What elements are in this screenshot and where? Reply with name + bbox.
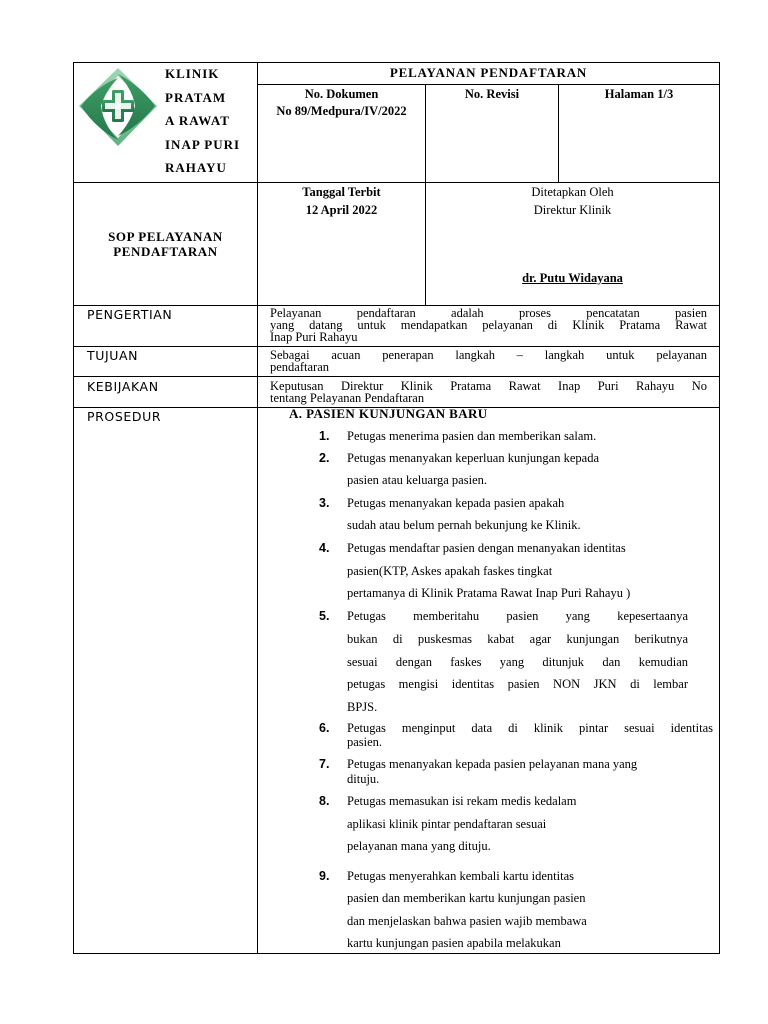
tujuan-label: TUJUAN (87, 348, 139, 363)
prosedur-label: PROSEDUR (87, 409, 162, 424)
ditetapkan-label: Ditetapkan Oleh (531, 185, 614, 199)
no-dokumen-label: No. Dokumen (304, 87, 379, 101)
step-line: pertamanya di Klinik Pratama Rawat Inap Puri Rahayu ) (347, 586, 631, 600)
step-line: Petugas menyerahkan kembali kartu identitas (347, 869, 575, 883)
step-line: pasien atau keluarga pasien. (347, 473, 487, 487)
sop-title-line: PENDAFTARAN (113, 244, 218, 259)
tujuan-line: pendaftaran (270, 360, 329, 374)
clinic-logo (77, 66, 159, 148)
step-line: Petugas memberitahu pasien yang kepesertaanya (347, 609, 688, 623)
tujuan-divider (73, 376, 720, 377)
step-number: 7. (319, 757, 330, 771)
kebijakan-line: Keputusan Direktur Klinik Pratama Rawat Inap Puri Rahayu No (270, 379, 707, 393)
document-title: PELAYANAN PENDAFTARAN (389, 65, 588, 80)
ditetapkan-role: Direktur Klinik (533, 203, 612, 217)
step-line: Petugas menanyakan kepada pasien pelayanan mana yang (347, 757, 638, 771)
step-line: pasien. (347, 735, 383, 749)
pengertian-line: yang datang untuk mendapatkan pelayanan di Klinik Pratama Rawat (270, 318, 707, 332)
signer-name: dr. Putu Widayana (522, 271, 623, 285)
tanggal-terbit-label: Tanggal Terbit (302, 185, 381, 199)
pengertian-line: Pelayanan pendaftaran adalah proses pencatatan pasien (270, 306, 707, 320)
step-number: 5. (319, 609, 330, 623)
no-revisi-label: No. Revisi (464, 87, 520, 101)
step-line: Petugas memasukan isi rekam medis kedalam (347, 794, 577, 808)
step-number: 4. (319, 541, 330, 555)
table-border-bottom (73, 953, 720, 954)
pengertian-divider (73, 346, 720, 347)
header-title-divider (257, 84, 720, 85)
clinic-name-line: A RAWAT (165, 113, 230, 128)
kebijakan-text (270, 380, 707, 404)
clinic-name-line: RAHAYU (165, 160, 227, 175)
kebijakan-label: KEBIJAKAN (87, 379, 159, 394)
pengertian-line: Inap Puri Rahayu (270, 330, 358, 344)
step-line: bukan di puskesmas kabat agar kunjungan berikutnya (347, 632, 688, 646)
step-line: dituju. (347, 772, 380, 786)
step-line: Petugas menginput data di klinik pintar sesuai identitas (347, 721, 713, 735)
step-line: aplikasi klinik pintar pendaftaran sesuai (347, 817, 547, 831)
tujuan-text (270, 349, 707, 373)
clinic-logo-graphic (77, 66, 159, 148)
step-number: 1. (319, 429, 330, 443)
step-line: Petugas menerima pasien dan memberikan salam. (347, 429, 597, 443)
step-number: 3. (319, 496, 330, 510)
sop-title-line: SOP PELAYANAN (108, 229, 223, 244)
step-line: BPJS. (347, 700, 378, 714)
step-line: pasien(KTP, Askes apakah faskes tingkat (347, 564, 553, 578)
step-line: kartu kunjungan pasien apabila melakukan (347, 936, 561, 950)
step-number: 2. (319, 451, 330, 465)
clinic-name-line: PRATAM (165, 89, 227, 105)
prosedur-heading: A. PASIEN KUNJUNGAN BARU (289, 406, 488, 421)
step-line: Petugas mendaftar pasien dengan menanyakan identitas (347, 541, 626, 555)
clinic-name-line: INAP PURI (165, 136, 241, 152)
step-line: dan menjelaskan bahwa pasien wajib membawa (347, 914, 587, 928)
header-row-divider (73, 182, 720, 183)
table-border-left (73, 62, 74, 954)
kebijakan-line: tentang Pelayanan Pendaftaran (270, 391, 425, 405)
pengertian-text (270, 307, 707, 343)
step-line: Petugas menanyakan kepada pasien apakah (347, 496, 565, 510)
step-line: sudah atau belum pernah bekunjung ke Klinik. (347, 518, 581, 532)
step-line: sesuai dengan faskes yang ditunjuk dan kemudian (347, 655, 688, 669)
table-border-right (719, 62, 720, 954)
halaman-label: Halaman 1/3 (604, 87, 674, 101)
tujuan-line: Sebagai acuan penerapan langkah – langkah untuk pelayanan (270, 348, 707, 362)
step-number: 6. (319, 721, 330, 735)
step-number: 9. (319, 869, 330, 883)
step-line: pasien dan memberikan kartu kunjungan pasien (347, 891, 586, 905)
no-dokumen-value: No 89/Medpura/IV/2022 (276, 104, 407, 118)
clinic-name-line: KLINIK (165, 66, 220, 81)
step-line: petugas mengisi identitas pasien NON JKN di lembar (347, 677, 688, 691)
pengertian-label: PENGERTIAN (87, 307, 173, 322)
sop-title (74, 229, 257, 259)
step-number: 8. (319, 794, 330, 808)
tanggal-terbit-value: 12 April 2022 (305, 203, 378, 217)
step-line: pelayanan mana yang dituju. (347, 839, 491, 853)
step-line: Petugas menanyakan keperluan kunjungan kepada (347, 451, 599, 465)
clinic-name (165, 62, 255, 180)
